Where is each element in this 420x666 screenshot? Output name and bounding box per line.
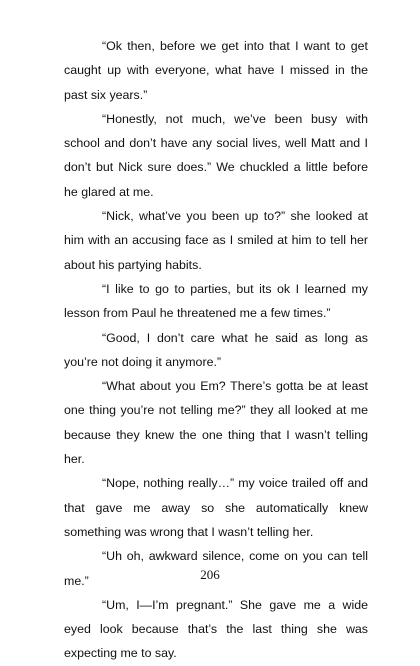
paragraph: “Nope, nothing really…” my voice trailed off and that gave me away so she automatically knew something was wrong that I wasn’t telling her. <box>64 476 368 539</box>
paragraph: “Good, I don’t care what he said as long as you’re not doing it anymore.” <box>64 330 368 369</box>
paragraph: “Um, I—I’m pregnant.” She gave me a wide eyed look because that’s the last thing she was expecting me to say. <box>64 597 368 661</box>
paragraph: “Uh oh, awkward silence, come on you can tell me.” <box>64 549 368 588</box>
page-number: 206 <box>200 567 220 582</box>
paragraph: “What about you Em? There’s gotta be at least one thing you’re not telling me?” they all looked at me because they knew the one thing that I wasn’t telling her. <box>64 379 368 467</box>
paragraph: “Nick, what’ve you been up to?” she looked at him with an accusing face as I smiled at him to tell her about his partying habits. <box>64 209 368 272</box>
paragraph: “Honestly, not much, we’ve been busy with school and don’t have any social lives, well Matt and I don’t but Nick sure does.” We chuckled a little before he glared at me. <box>64 111 368 199</box>
paragraph: “I like to go to parties, but its ok I learned my lesson from Paul he threatened me a few times.” <box>64 281 368 321</box>
paragraph: “Ok then, before we get into that I want to get caught up with everyone, what have I missed in the past six years.” <box>64 39 368 102</box>
